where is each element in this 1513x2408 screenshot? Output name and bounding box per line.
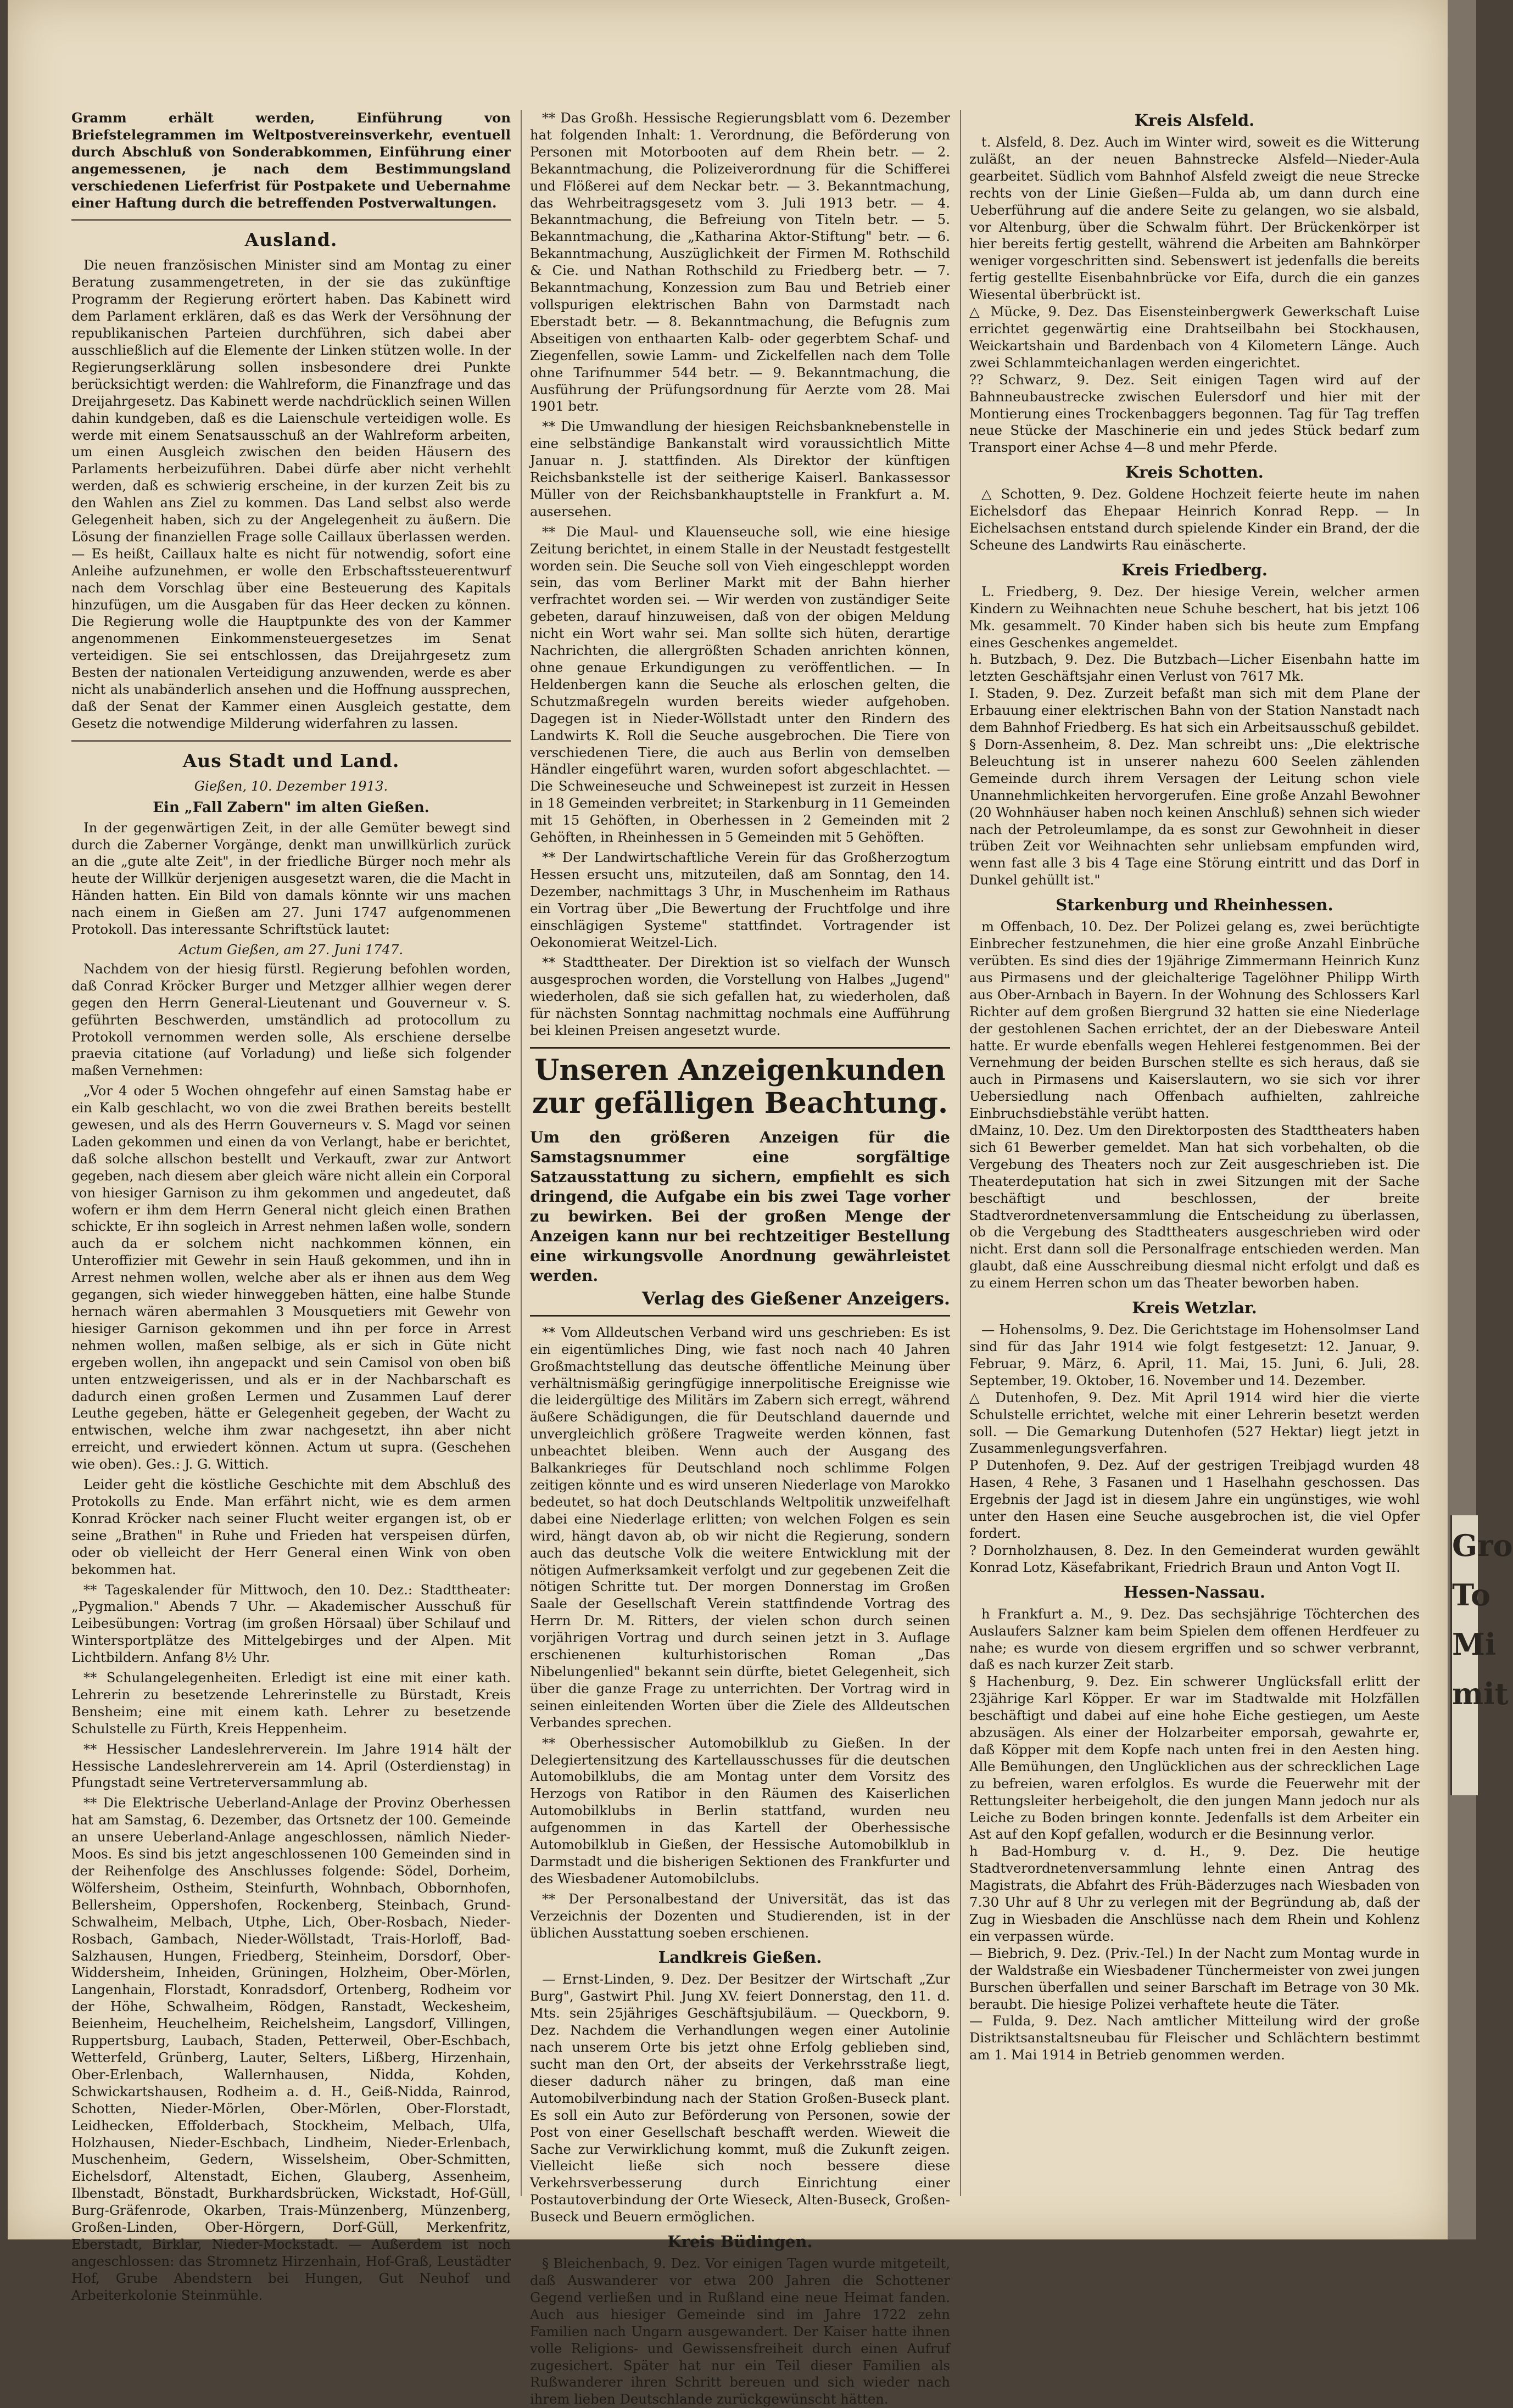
news-item: ** Schulangelegenheiten. Erledigt ist eine mit einer kath. Lehrerin zu besetzende Lehrerinstelle zu Bürstadt, Kreis Bensheim; eine mit einem kath. Lehrer zu besetzende Schulstelle zu Fürth, Kreis Heppenheim. — [71, 1670, 511, 1737]
article-paragraph: In der gegenwärtigen Zeit, in der alle Gemüter bewegt sind durch die Zaberner Vorgänge, denkt man unwillkürlich zurück an die „gute alte Zeit", in der friedliche Bürger noch mehr als heute der Willkür derjenigen ausgesetzt waren, die die Macht in Händen hatten. Ein Bild von damals könnte wir uns machen nach einem in Gießen am 27. Juni 1747 aufgenommenen Protokoll. Das interessante Schriftstück lautet: — [71, 819, 511, 938]
news-item: h Frankfurt a. M., 9. Dez. Das sechsjährige Töchterchen des Auslaufers Salzner kam beim Spielen dem offenen Herdfeuer zu nahe; es wurde von diesem ergriffen und so schwer verbrannt, daß es nach kurzer Zeit starb. § Hachenburg, 9. Dez. Ein schwerer Unglücksfall erlitt der 23jährige Karl Köpper. Er war im Stadtwalde mit Holzfällen beschäftigt und dabei auf eine hohe Eiche gestiegen, um Aeste abzusägen. Als einer der Holzarbeiter emporsah, gewahrte er, daß Köpper mit dem Kopfe nach unten frei in den Aesten hing. Alle Bemühungen, den Unglücklichen aus der schrecklichen Lage zu befreien, waren erfolglos. Es wurde die Feuerwehr mit der Rettungsleiter herbeigeholt, die den jungen Mann jedoch nur als Leiche zu Boden bringen konnte. Jedenfalls ist dem Arbeiter ein Ast auf den Kopf gefallen, wodurch er die Besinnung verlor. h Bad-Homburg v. d. H., 9. Dez. Die heutige Stadtverordnetenversammlung lehnte einen Antrag des Magistrats, die Abfahrt des Früh-Bäderzuges nach Wiesbaden von 7.30 Uhr auf 8 Uhr zu verlegen mit der Begründung ab, daß der Zug in Wiesbaden die Anschlüsse nach dem Rhein und Kohlenz ein verpassen würde. — Biebrich, 9. Dez. (Priv.-Tel.) In der Nacht zum Montag wurde in der Waldstraße ein Wiesbadener Tünchermeister von zwei jungen Burschen überfallen und seiner Barschaft im Betrage von 30 Mk. beraubt. Die hiesige Polizei verhaftete heute die Täter. — Fulda, 9. Dez. Nach amtlicher Mitteilung wird der große Distriktsanstaltsneubau für Fleischer und Schlächtern bestimmt am 1. Mai 1914 in Betrieb genommen werden. — [969, 1605, 1420, 2063]
column-3 — [969, 110, 1420, 2207]
news-item: m Offenbach, 10. Dez. Der Polizei gelang es, zwei berüchtigte Einbrecher festzunehmen, die hier eine große Anzahl Einbrüche verübten. Es sind dies der 19jährige Zimmermann Heinrich Kunz aus Pirmasens und der gleichalterige Tagelöhner Philipp Wirth aus Ober-Arnbach in Bayern. In der Wohnung des Schlossers Karl Richter auf dem großen Biergrund 32 hatten sie eine Niederlage der gestohlenen Sachen errichtet, der an der Diebesware Anteil hatte. Er wurde ebenfalls wegen Hehlerei festgenommen. Bei der Vernehmung der beiden Burschen stellte es sich heraus, daß sie auch in Pirmasens und Kaiserslautern, wo sie sich vor ihrer Uebersiedlung nach Offenbach aufhielten, zahlreiche Einbruchsdiebstähle verübt hatten. dMainz, 10. Dez. Um den Direktorposten des Stadttheaters haben sich 61 Bewerber gemeldet. Man hat sich vorbehalten, ob die Vergebung des Theaters noch zur Zeit ausgeschrieben ist. Die Theaterdeputation hat sich in zwei Sitzungen mit der Sache beschäftigt und beschlossen, der breite Stadtverordnetenversammlung die Entscheidung zu überlassen, ob die Vergebung des Stadttheaters ausgeschrieben wird oder nicht. Erst dann soll die Personalfrage entschieden werden. Man glaubt, daß eine Ausschreibung diesmal nicht erfolgt und daß es zu einem Herren schon um das Theater beworben haben. — [969, 919, 1420, 1291]
separator — [71, 219, 511, 221]
news-item: L. Friedberg, 9. Dez. Der hiesige Verein, welcher armen Kindern zu Weihnachten neue Schuhe beschert, hat bis jetzt 106 Mk. gesammelt. 70 Kinder haben sich bis heute zum Empfang eines Geschenkes angemeldet. h. Butzbach, 9. Dez. Die Butzbach—Licher Eisenbahn hatte im letzten Geschäftsjahr einen Verlust von 7617 Mk. I. Staden, 9. Dez. Zurzeit befaßt man sich mit dem Plane der Erbauung einer elektrischen Bahn von der Station Nanstadt nach dem Bahnhof Friedberg. Es hat sich ein Arbeitsausschuß gebildet. § Dorn-Assenheim, 8. Dez. Man schreibt uns: „Die elektrische Beleuchtung ist in unserer nahezu 600 Seelen zählenden Gemeinde durch ihrem Versagen der Leitung schon viele Unannehmlichkeiten hervorgerufen. Eine große Anzahl Bewohner (20 Wohnhäuser haben noch keinen Anschluß) sehnen sich wieder nach der Petroleumlampe, da es sonst zur Gewohnheit in dieser trüben Zeit vor Weihnachten sehr unliebsam empfunden wird, wenn fast alle 3 bis 4 Tage eine Störung eintritt und das Dorf in Dunkel gehüllt ist." — [969, 583, 1420, 888]
dateline: Gießen, 10. Dezember 1913. — [194, 777, 388, 794]
article-ausland: Die neuen französischen Minister sind am Montag zu einer Beratung zusammengetreten, in der sie das zukünftige Programm der Regierung erörtert haben. Das Kabinett wird dem Parlament erklären, daß es das Werk der Versöhnung der republikanischen Parteien durchführen, sich dabei aber ausschließlich auf die Elemente der Linken stützen wolle. In der Regierungserklärung sollen insbesondere drei Punkte berücksichtigt werden: die Wahlreform, die Finanzfrage und das Dreijahrgesetz. Das Kabinett werde nachdrücklich seinen Willen dahin kundgeben, daß es die Laienschule verteidigen wolle. Es werde mit einem Senatsausschuß an der Wahlreform arbeiten, um einen Ausgleich zwischen den beiden Häusern des Parlaments herbeizuführen. Dabei dürfe aber nicht verhehlt werden, daß es schwierig erscheine, in der kurzen Zeit bis zu den Wahlen ans Ziel zu kommen. Das Land selbst also werde Gelegenheit haben, sich zu der Angelegenheit zu äußern. Die Lösung der finanziellen Frage solle Caillaux überlassen werden. — Es heißt, Caillaux halte es nicht für notwendig, sofort eine Anleihe aufzunehmen, er wolle den Erbschaftssteuerentwurf nach dem Vorschlag über eine Besteuerung des Kapitals hinzufügen, um die Ausgaben für das Heer decken zu können. Die Regierung wolle die Hauptpunkte des von der Kammer angenommenen Einkommensteuergesetzes im Senat verteidigen. Sie sei entschlossen, das Dreijahrgesetz zum Besten der nationalen Verteidigung anzuwenden, werde es aber nicht als unabänderlich ansehen und die Hoffnung aussprechen, daß der Senat der Kammer einen Ausgleich gestatte, dem Gesetz die notwendige Milderung widerfahren zu lassen. — [71, 257, 511, 731]
news-item: t. Alsfeld, 8. Dez. Auch im Winter wird, soweit es die Witterung zuläßt, an der neuen Bahnstrecke Alsfeld—Nieder-Aula gearbeitet. Südlich vom Bahnhof Alsfeld zweigt die neue Strecke rechts von der Linie Gießen—Fulda ab, um dann durch eine Ueberführung auf die andere Seite zu gelangen, wo sie alsbald, vor Altenburg, über die Schwalm führt. Der Brückenkörper ist hier bereits fertig gestellt, während die Arbeiten am Bahnkörper weniger vorgeschritten sind. Sebenswert ist jedenfalls die bereits fertig gestellte Eisenbahnbrücke vor Eifa, durch die ein ganzes Wiesental überbrückt ist. △ Mücke, 9. Dez. Das Eisensteinbergwerk Gewerkschaft Luise errichtet gegenwärtig eine Drahtseilbahn bei Stockhausen, Weickartshain und Bardenbach von 4 Kilometern Länge. Auch zwei Schlammteichanlagen werden eingerichtet. ?? Schwarz, 9. Dez. Seit einigen Tagen wird auf der Bahnneubaustrecke zwischen Eulersdorf und hier mit der Montierung eines Trockenbaggers begonnen. Tag für Tag treffen neue Stücke der Maschinerie ein und jedes Stück bedarf zum Transport einer Achse 4—8 und mehr Pferde. — [969, 134, 1420, 456]
section-heading-wetzlar: Kreis Wetzlar. — [1132, 1298, 1257, 1318]
section-heading-ausland: Ausland. — [244, 229, 338, 251]
notice-signature: Verlag des Gießener Anzeigers. — [641, 1287, 950, 1309]
adjacent-page-edge — [1448, 0, 1476, 2239]
section-heading-schotten: Kreis Schotten. — [1125, 463, 1264, 482]
article-paragraph: „Vor 4 oder 5 Wochen ohngefehr auf einen Samstag habe er ein Kalb geschlacht, wo von die zwei Brathen bereits bestellt gewesen, und als des Herrn Gouverneurs v. S. Magd vor seinen Laden gekommen und einen da von Verlangt, habe er berichtet, daß solche allschon bestellt und Verkauft, zwar zur Antwort gegeben, nach diesem aber gleich wäre nicht allein ein Corporal von hiesiger Garnison zu ihm gekommen und angedeutet, daß wofern er ihm dem Herrn General nicht gleich einen Brathen schickte, Er ihn sogleich in Arrest nehmen laßen wolle, sondern auch da er solchem nicht nachkommen können, ein Unteroffizier mit Gewehr in sein Hauß gekommen, und ihn in Arrest nehmen wollen, welche aber als er ihnen aus dem Weg gegangen, sich wieder hinweggeben hätten, eine halbe Stunde hernach wären abermahlen 3 Mousquetiers mit Gewehr von hiesiger Garnison gekommen und ihn per force in Arrest nehmen wollen, maßen selbige, als er sich in Güte nicht ergeben wollen, ihn angepackt und sein Camisol von oben biß unten entzweigerissen, und als er in der Nachbarschaft es dadurch einen großen Lermen und Zusammen Lauf derer Leuthe gegeben, hätte er Gelegenheit gegeben, der Wacht zu entwischen, welche ihm zwar nachgesetzt, ihn aber nicht erreicht, und erwiedert können. Actum ut supra. (Geschehen wie oben). Ges.: J. G. Wittich. — [71, 1083, 511, 1472]
news-item: ** Oberhessischer Automobilklub zu Gießen. In der Delegiertensitzung des Kartellausschusses für die deutschen Automobilklubs, die am Montag unter dem Vorsitz des Herzogs von Ratibor in den Räumen des Kaiserlichen Automobilklubs in Berlin stattfand, wurden neu aufgenommen in das Kartell der Oberhessische Automobilklub in Gießen, der Hessische Automobilklub in Darmstadt und die bisherigen Sektionen des Frankfurter und des Wiesbadener Automobilclubs. — [530, 1734, 950, 1886]
news-item: ** Der Landwirtschaftliche Verein für das Großherzogtum Hessen ersucht uns, mitzuteilen, daß am Sonntag, den 14. Dezember, nachmittags 3 Uhr, in Muschenheim im Rathaus ein Vortrag über „Die Bewertung der Fruchtfolge und ihre einschlägigen Systeme" stattfindet. Vortragender ist Oekonomierat Weitzel-Lich. — [530, 849, 950, 950]
article-paragraph: Leider geht die köstliche Geschichte mit dem Abschluß des Protokolls zu Ende. Man erfährt nicht, wie es dem armen Konrad Kröcker nach seiner Flucht weiter ergangen ist, ob er seine „Brathen" in Ruhe und Frieden hat verspeisen dürfen, oder ob vielleicht der Herr General einen Wink von oben bekommen hat. — [71, 1476, 511, 1577]
section-heading-friedberg: Kreis Friedberg. — [1121, 560, 1268, 579]
news-item: ** Vom Alldeutschen Verband wird uns geschrieben: Es ist ein eigentümliches Ding, wie fast noch nach 40 Jahren Großmachtstellung das deutsche öffentliche Meinung über verhältnismäßig geringfügige innerpolitische Ereignisse wie die leidergültige des Militärs im Zabern sich erregt, während äußere Schädigungen, die für Deutschland dauernde und unvergleichlich größere Tragweite werden können, fast unbeachtet bleiben. Wenn auch der Ausgang des Balkankrieges für Deutschland noch schlimme Folgen zeitigen könnte und es wird unseren Niederlage von Marokko bedeutet, so hat doch Deutschlands Weltpolitik unzweifelhaft dabei eine Niederlage erlitten; von welchen Folgen es sein wird, hängt davon ab, ob wir nicht die Regierung, sondern auch das deutsche Volk die weitere Entwicklung mit der nötigen Aufmerksamkeit verfolgt und zur gegebenen Zeit die nötigen Schritte tut. Der morgen Donnerstag im Großen Saale der Gesellschaft Verein stattfindende Vortrag des Herrn Dr. M. Ritters, der vielen schon durch seinen vorjährigen Vortrag und durch seinen jetzt in 3. Auflage erschienenen kulturhistorischen Roman „Das Nibelungenlied" bekannt sein dürfte, bietet Gelegenheit, sich über die ganze Frage zu unterrichten. Der Vortrag wird in seinen einleitenden Worten über die Ziele des Alldeutschen Verbandes sprechen. — [530, 1324, 950, 1731]
section-heading-starkenburg: Starkenburg und Rheinhessen. — [1056, 895, 1333, 915]
section-heading-landkreis: Landkreis Gießen. — [658, 1948, 822, 1967]
column-divider — [521, 110, 522, 2196]
notice-box — [530, 1047, 950, 1317]
intro-paragraph: Gramm erhält werden, Einführung von Briefstelegrammen im Weltpostvereinsverkehr, eventuell durch Abschluß von Sonderabkommen, Einführung einer angemessenen, je nach dem Bestimmungsland verschiedenen Lieferfrist für Postpakete und Uebernahme einer Haftung durch die betreffenden Postverwaltungen. — [71, 110, 511, 211]
article-paragraph: Nachdem von der hiesig fürstl. Regierung befohlen worden, daß Conrad Kröcker Burger und Metzger allhier wegen derer gegen den Herrn General-Lieutenant und Gouverneur v. S. geführten Beschwerden, umständlich ad protocollum zu Protokoll vernommen werden solle, Als erschiene derselbe praevia citatione (auf Vorladung) und ließe sich folgender maßen Vernehmen: — [71, 960, 511, 1079]
news-item: — Hohensolms, 9. Dez. Die Gerichtstage im Hohensolmser Land sind für das Jahr 1914 wie folgt festgesetzt: 12. Januar, 9. Februar, 9. März, 6. April, 11. Mai, 15. Juni, 6. Juli, 28. September, 19. Oktober, 16. November und 14. Dezember. △ Dutenhofen, 9. Dez. Mit April 1914 wird hier die vierte Schulstelle errichtet, welche mit einer Lehrerin besetzt werden soll. — Die Gemarkung Dutenhofen (527 Hektar) liegt jetzt in Zusammenlegungsverfahren. P Dutenhofen, 9. Dez. Auf der gestrigen Treibjagd wurden 48 Hasen, 4 Rehe, 3 Fasanen und 1 Haselhahn geschossen. Das Ergebnis der Jagd ist in diesem Jahre ein ungünstiges, wie wohl unter den Hasen eine Seuche ausgebrochen ist, die viel Opfer fordert. ? Dornholzhausen, 8. Dez. In den Gemeinderat wurden gewählt Konrad Lotz, Käsefabrikant, Friedrich Braun und Anton Vogt II. — [969, 1321, 1420, 1575]
news-item: △ Schotten, 9. Dez. Goldene Hochzeit feierte heute im nahen Eichelsdorf das Ehepaar Heinrich Konrad Repp. — In Eichelsachsen entstand durch spielende Kinder ein Brand, der die Scheune des Landwirts Rau einäscherte. — [969, 486, 1420, 553]
section-heading-alsfeld: Kreis Alsfeld. — [1134, 111, 1255, 130]
news-item: ** Die Maul- und Klauenseuche soll, wie eine hiesige Zeitung berichtet, in einem Stalle in der Neustadt festgestellt worden sein. Die Seuche soll von Vieh eingeschleppt worden sein, das vom Berliner Markt mit der Bahn hierher verfrachtet worden sei. — Wir werden von zuständiger Seite gebeten, darauf hinzuweisen, daß von der obigen Meldung nicht ein Wort wahr sei. Man sollte sich hüten, derartige Nachrichten, die allergrößten Schaden anrichten können, ohne genaue Erkundigungen zu veröffentlichen. — In Heldenbergen kann die Seuche als erloschen gelten, die Schutzmaßregeln wurden bereits wieder aufgehoben. Dagegen ist in Nieder-Wöllstadt unter den Rindern des Landwirts K. Roll die Seuche ausgebrochen. Die Tiere von verschiedenen Tiere, die auch aus Berlin von demselben Händler eingeführt waren, wurden sofort abgeschlachtet. — Die Schweineseuche und Schweinepest ist zurzeit in Hessen in 18 Gemeinden verbreitet; in Starkenburg in 11 Gemeinden mit 15 Gehöften, in Oberhessen in 2 Gemeinden mit 2 Gehöften, in Rheinhessen in 5 Gemeinden mit 5 Gehöften. — [530, 523, 950, 845]
news-item: § Bleichenbach, 9. Dez. Vor einigen Tagen wurde mitgeteilt, daß Auswanderer vor etwa 200 Jahren die Schottener Gegend verließen und in Rußland eine neue Heimat fanden. Auch aus hiesiger Gemeinde sind im Jahre 1722 zehn Familien nach Ungarn ausgewandert. Der Kaiser hatte ihnen volle Religions- und Gewissensfreiheit durch einen Aufruf zugesichert. Später hat nur ein Teil dieser Familien als Rußwanderer ihren Schritt bereuen und sich wieder nach ihrem lieben Deutschlande zurückgewünscht hätten. — [530, 2255, 950, 2407]
notice-title: Unseren Anzeigenkunden zur gefälligen Beachtung. — [532, 1053, 948, 1120]
news-item: ** Die Elektrische Ueberland-Anlage der Provinz Oberhessen hat am Samstag, 6. Dezember, das Ortsnetz der 100. Gemeinde an unsere Ueberland-Anlage angeschlossen, nämlich Nieder-Moos. Es sind bis jetzt angeschlossenen 100 Gemeinden sind in der Reihenfolge des Anschlusses folgende: Södel, Dorheim, Wölfersheim, Ostheim, Steinfurth, Wohnbach, Obbornhofen, Bellersheim, Oppershofen, Rockenberg, Steinbach, Grund-Schwalheim, Melbach, Utphe, Lich, Ober-Rosbach, Nieder-Rosbach, Gambach, Nieder-Wöllstadt, Trais-Horloff, Bad-Salzhausen, Hungen, Friedberg, Steinheim, Dorsdorf, Ober-Widdersheim, Inheiden, Grüningen, Holzheim, Ober-Mörlen, Langenhain, Florstadt, Konradsdorf, Ortenberg, Rodheim vor der Höhe, Schwalheim, Rödgen, Ranstadt, Weckesheim, Beienheim, Heuchelheim, Reichelsheim, Langsdorf, Villingen, Ruppertsburg, Laubach, Staden, Petterweil, Ober-Eschbach, Wetterfeld, Grünberg, Lauter, Selters, Lißberg, Hirzenhain, Ober-Erlenbach, Wallernhausen, Nidda, Kohden, Schwickartshausen, Rodheim a. d. H., Geiß-Nidda, Rainrod, Schotten, Nieder-Mörlen, Ober-Mörlen, Ober-Florstadt, Leidhecken, Effolderbach, Stockheim, Melbach, Ulfa, Holzhausen, Nieder-Eschbach, Lindheim, Nieder-Erlenbach, Muschenheim, Gedern, Wisselsheim, Ober-Schmitten, Eichelsdorf, Altenstadt, Eichen, Glauberg, Assenheim, Ilbenstadt, Bönstadt, Burkhardsbrücken, Wickstadt, Hof-Güll, Burg-Gräfenrode, Okarben, Trais-Münzenberg, Münzenberg, Großen-Linden, Ober-Hörgern, Dorf-Güll, Merkenfritz, Eberstadt, Birklar, Nieder-Mockstadt. — Außerdem ist noch angeschlossen: das Stromnetz Hirzenhain, Hof-Graß, Leustädter Hof, Grube Abendstern bei Hungen, Gut Neuhof und Arbeiterkolonie Steinmühle. — [71, 1795, 511, 2303]
news-item: ** Der Personalbestand der Universität, das ist das Verzeichnis der Dozenten und Studierenden, ist in der üblichen Ausstattung soeben erschienen. — [530, 1890, 950, 1941]
news-item: ** Hessischer Landeslehrerverein. Im Jahre 1914 hält der Hessische Landeslehrerverein am 14. April (Osterdienstag) in Pfungstadt seine Vertreterversammlung ab. — [71, 1740, 511, 1791]
separator — [71, 740, 511, 742]
section-heading-buedingen: Kreis Büdingen. — [667, 2232, 813, 2252]
adjacent-page-fragment: Gro To Mi mit — [1450, 1515, 1478, 1795]
protocol-date: Actum Gießen, am 27. Juni 1747. — [178, 941, 404, 957]
news-item: — Ernst-Linden, 9. Dez. Der Besitzer der Wirtschaft „Zur Burg", Gastwirt Phil. Jung XV. feiert Donnerstag, den 11. d. Mts. sein 25jähriges Geschäftsjubiläum. — Queckborn, 9. Dez. Nachdem die Verhandlungen wegen einer Autolinie nach unserem Orte bis jetzt ohne Erfolg geblieben sind, sucht man den Ort, der abseits der Verkehrsstraße liegt, dieser dadurch näher zu bringen, daß man eine Automobilverbindung nach der Station Großen-Buseck plant. Es soll ein Auto zur Beförderung von Personen, sowie der Post von einer Gesellschaft beschafft werden. Wieweit die Sache zur Verwirklichung kommt, muß die Zukunft zeigen. Vielleicht ließe sich noch bessere diese Verkehrsverbesserung durch Einrichtung einer Postautoverbindung der Orte Wieseck, Alten-Buseck, Großen-Buseck und Beuern ermöglichen. — [530, 1971, 950, 2225]
section-heading-hessen: Hessen-Nassau. — [1124, 1582, 1265, 1601]
article-subheading: Ein „Fall Zabern" im alten Gießen. — [153, 799, 429, 816]
section-heading-stadt: Aus Stadt und Land. — [182, 749, 400, 771]
notice-body: Um den größeren Anzeigen für die Samstagsnummer eine sorgfältige Satzausstattung zu sichern, empfiehlt es sich dringend, die Aufgabe ein bis zwei Tage vorher zu bewirken. Bei der großen Menge der Anzeigen kann nur bei rechtzeitiger Bestellung eine wirkungsvolle Anordnung gewährleistet werden. — [530, 1128, 950, 1285]
column-2 — [530, 110, 950, 2407]
news-item: ** Tageskalender für Mittwoch, den 10. Dez.: Stadttheater: „Pygmalion." Abends 7 Uhr. — Akademischer Ausschuß für Leibesübungen: Vortrag (im großen Hörsaal) über Schilauf und Wintersportplätze des Mittelgebirges und der Alpen. Mit Lichtbildern. Anfang 8½ Uhr. — [71, 1581, 511, 1666]
column-divider — [960, 110, 961, 2196]
column-1 — [71, 110, 511, 2303]
news-item: ** Das Großh. Hessische Regierungsblatt vom 6. Dezember hat folgenden Inhalt: 1. Verordnung, die Beförderung von Personen mit Motorbooten auf dem Rhein betr. — 2. Bekanntmachung, die Polizeiverordnung für die Schifferei und Flößerei auf dem Neckar betr. — 3. Bekanntmachung, das Wehrbeitragsgesetz vom 3. Juli 1913 betr. — 4. Bekanntmachung, die Befreiung von Titeln betr. — 5. Bekanntmachung, die „Katharina Aktor-Stiftung" betr. — 6. Bekanntmachung, Auszüglichkeit der Firmen M. Rothschild & Cie. und Nathan Rothschild zu Friedberg betr. — 7. Bekanntmachung, Konzession zum Bau und Betrieb einer vollspurigen elektrischen Bahn von Darmstadt nach Eberstadt betr. — 8. Bekanntmachung, die Befugnis zum Abseitigen von enthaarten Kalb- oder gegerbtem Schaf- und Ziegenfellen, sowie Lamm- und Zickelfellen nach dem Tolle ohne Tarifnummer 544 betr. — 9. Bekanntmachung, die Ausführung der Prüfungsordnung für Aerzte vom 28. Mai 1901 betr. — [530, 110, 950, 415]
news-item: ** Die Umwandlung der hiesigen Reichsbanknebenstelle in eine selbständige Bankanstalt wird voraussichtlich Mitte Januar n. J. stattfinden. Als Direktor der künftigen Reichsbankstelle ist der seitherige Kaiserl. Bankassessor Müller von der Reichsbankhauptstelle in Frankfurt a. M. ausersehen. — [530, 418, 950, 519]
news-item: ** Stadttheater. Der Direktion ist so vielfach der Wunsch ausgesprochen worden, die Vorstellung von Halbes „Jugend" wiederholen, daß sie sich gefallen hat, zu wiederholen, daß für nächsten Sonntag nachmittag nochmals eine Aufführung bei kleinen Preisen angesetzt wurde. — [530, 954, 950, 1039]
